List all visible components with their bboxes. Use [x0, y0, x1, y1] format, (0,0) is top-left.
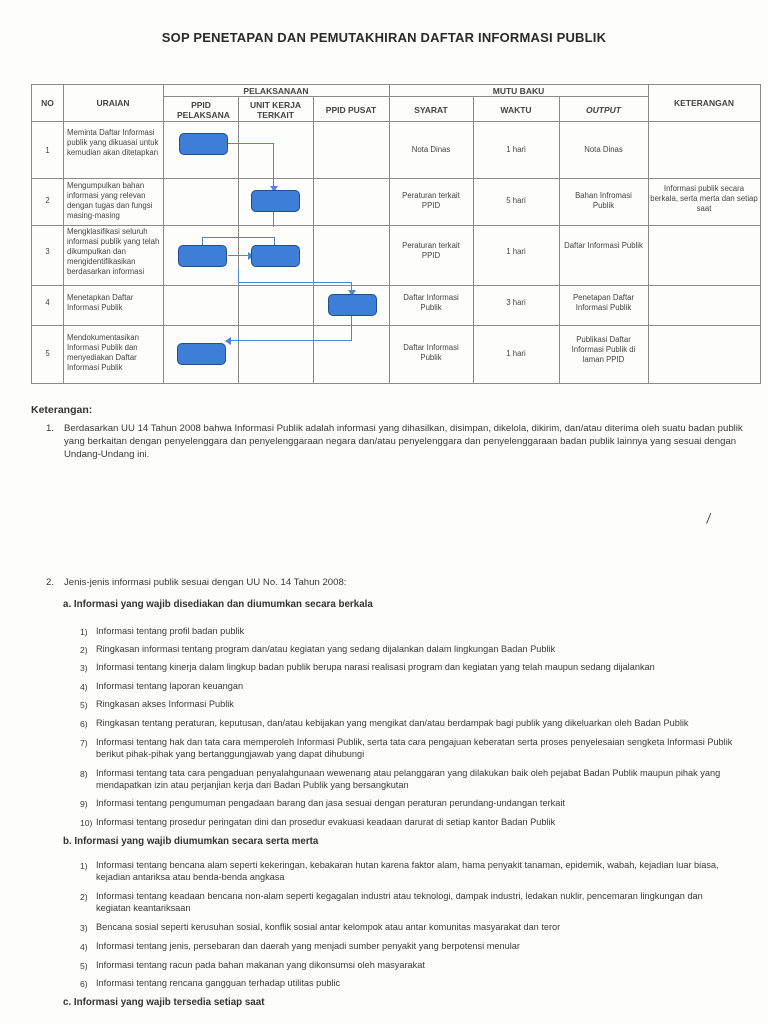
row-3-waktu: 1 hari — [506, 247, 526, 256]
row-2-keterangan: Informasi publik secara berkala, serta merta dan setiap saat — [650, 184, 758, 213]
header-waktu: WAKTU — [500, 105, 532, 115]
row-3-uraian: Mengklasifikasi seluruh informasi publik yang telah dikumpulkan dan mengidentifikasikan berdasarkan informasi — [67, 227, 160, 276]
list-item: 2) Informasi tentang keadaan bencana non-alam seperti kegagalan industri atau teknologi, dampak industri, ledakan nuklir, pencemaran lingkungan dan kegiatan keantariksaan — [80, 891, 703, 913]
list-item: 1) Informasi tentang profil badan publik — [80, 626, 245, 637]
flow-box-ppid-pelaksana-3 — [178, 245, 227, 267]
section-a-heading: a. Informasi yang wajib disediakan dan diumumkan secara berkala — [63, 599, 373, 610]
header-keterangan: KETERANGAN — [674, 98, 734, 108]
grid-line — [32, 225, 760, 226]
header-pelaksanaan: PELAKSANAAN — [243, 86, 309, 96]
grid-line — [32, 178, 760, 179]
list-item: 1) Informasi tentang bencana alam seperti kekeringan, kebakaran hutan karena faktor alam, hama penyakit tanaman, epidemik, wabah, kejadian luar biasa, kejadian antariksa atau benda-benda angkasa — [80, 860, 719, 882]
grid-line — [648, 85, 649, 383]
list-item: 4) Informasi tentang laporan keuangan — [80, 681, 244, 692]
list-item: 3) Informasi tentang kinerja dalam lingkup badan publik berupa narasi realisasi program dan kegiatan yang telah maupun sedang dijalankan — [80, 662, 655, 673]
row-1-syarat: Nota Dinas — [411, 145, 451, 154]
list-item: 3) Bencana sosial seperti kerusuhan sosial, konflik sosial antar kelompok atau antar komunitas masyarakat dan teror — [80, 922, 561, 933]
note-2-number: 2. — [46, 577, 55, 588]
row-1-no: 1 — [45, 146, 50, 155]
flow-line — [238, 282, 352, 283]
row-2-syarat: Peraturan terkait PPID — [402, 191, 460, 210]
list-item: 7) Informasi tentang hak dan tata cara memperoleh Informasi Publik, serta tata cara pengajuan keberatan serta proses penyelesaian sengketa Informasi Publik berikut pihak-pihak yang bertanggungjawab yang dapat dihubungi — [80, 737, 733, 759]
section-c-heading: c. Informasi yang wajib tersedia setiap saat — [63, 997, 265, 1008]
header-ppid-pusat: PPID PUSAT — [325, 105, 377, 115]
list-item: 5) Ringkasan akses Informasi Publik — [80, 699, 234, 710]
list-item: 5) Informasi tentang racun pada bahan makanan yang dikonsumsi oleh masyarakat — [80, 960, 425, 971]
row-4-syarat: Daftar Informasi Publik — [403, 293, 459, 312]
page-title: SOP PENETAPAN DAN PEMUTAKHIRAN DAFTAR INFORMASI PUBLIK — [161, 30, 607, 45]
grid-line — [473, 96, 474, 383]
handwritten-mark-icon: ⁄ — [706, 509, 712, 527]
flow-line — [228, 340, 352, 341]
grid-line — [559, 96, 560, 383]
row-5-uraian: Mendokumentasikan Informasi Publik dan menyediakan Daftar Informasi Publik — [67, 333, 139, 372]
row-5-waktu: 1 hari — [506, 349, 526, 358]
flow-line — [274, 237, 275, 245]
header-output: OUTPUT — [586, 105, 621, 115]
row-2-uraian: Mengumpulkan bahan informasi yang relevan dengan tugas dan fungsi masing-masing — [67, 181, 153, 220]
flow-line — [273, 143, 274, 187]
grid-line — [32, 121, 760, 122]
row-1-output: Nota Dinas — [584, 145, 623, 154]
list-item: 2) Ringkasan informasi tentang program dan/atau kegiatan yang sedang dijalankan dalam lingkungan Badan Publik — [80, 644, 556, 655]
grid-line — [163, 96, 389, 97]
row-4-no: 4 — [45, 298, 50, 307]
flow-line — [273, 211, 274, 227]
header-mutu-baku: MUTU BAKU — [492, 86, 545, 96]
grid-line — [32, 285, 760, 286]
row-4-waktu: 3 hari — [506, 298, 526, 307]
row-2-no: 2 — [45, 196, 50, 205]
list-item: 6) Ringkasan tentang peraturan, keputusan, dan/atau kebijakan yang mengikat dan/atau berdampak bagi publik yang dikeluarkan oleh Badan Publik — [80, 718, 689, 729]
row-5-output: Publikasi Daftar Informasi Publik di laman PPID — [571, 335, 636, 364]
row-3-syarat: Peraturan terkait PPID — [402, 241, 460, 260]
header-no: NO — [41, 98, 54, 108]
grid-line — [163, 85, 164, 383]
grid-line — [389, 85, 390, 383]
grid-line — [63, 85, 64, 383]
header-unit-kerja: UNIT KERJA TERKAIT — [249, 100, 301, 120]
flow-line — [238, 269, 239, 283]
flow-line — [226, 143, 274, 144]
header-syarat: SYARAT — [414, 105, 448, 115]
grid-line — [389, 96, 648, 97]
row-1-uraian: Meminta Daftar Informasi publik yang dikuasai untuk kemudian akan ditetapkan — [67, 128, 159, 157]
list-item: 9) Informasi tentang pengumuman pengadaan barang dan jasa sesuai dengan peraturan perundang-undangan terkait — [80, 798, 565, 809]
row-2-waktu: 5 hari — [506, 196, 526, 205]
header-ppid-pelaksana: PPID PELAKSANA — [177, 100, 230, 120]
row-3-no: 3 — [45, 247, 50, 256]
keterangan-label: Keterangan: — [31, 404, 93, 416]
flow-line — [202, 237, 203, 245]
section-b-heading: b. Informasi yang wajib diumumkan secara serta merta — [63, 836, 319, 847]
row-5-syarat: Daftar Informasi Publik — [403, 343, 459, 362]
flow-box-unit-kerja-3 — [251, 245, 300, 267]
note-1-text: Berdasarkan UU 14 Tahun 2008 bahwa Informasi Publik adalah informasi yang dihasilkan, disimpan, dikelola, dikirim, dan/atau diterima oleh suatu badan publik yang berkaitan dengan penyelenggara dan penyelenggaraan negara dan/atau penyelenggara dan penyelenggaraan badan publik lainnya yang sesuai dengan Undang-Undang ini. — [64, 423, 743, 460]
header-uraian: URAIAN — [96, 98, 130, 108]
note-2-text: Jenis-jenis informasi publik sesuai dengan UU No. 14 Tahun 2008: — [64, 577, 347, 588]
row-1-waktu: 1 hari — [506, 145, 526, 154]
row-3-output: Daftar Informasi Publik — [564, 241, 643, 250]
flow-line — [228, 255, 250, 256]
row-4-uraian: Menetapkan Daftar Informasi Publik — [67, 293, 134, 312]
row-2-output: Bahan Infromasi Publik — [575, 191, 632, 210]
flow-box-ppid-pusat-4 — [328, 294, 377, 316]
row-5-no: 5 — [45, 349, 50, 358]
flow-box-ppid-pelaksana-1 — [179, 133, 228, 155]
grid-line — [32, 325, 760, 326]
flow-line — [202, 237, 275, 238]
note-1-number: 1. — [46, 423, 55, 434]
flow-line — [351, 316, 352, 340]
list-item: 6) Informasi tentang rencana gangguan terhadap utilitas public — [80, 978, 341, 989]
arrow-head — [225, 337, 231, 345]
sop-table — [31, 84, 761, 384]
flow-box-ppid-pelaksana-5 — [177, 343, 226, 365]
row-4-output: Penetapan Daftar Informasi Publik — [572, 293, 635, 312]
list-item: 4) Informasi tentang jenis, persebaran dan daerah yang menjadi sumber penyakit yang berpotensi menular — [80, 941, 520, 952]
list-item: 8) Informasi tentang tata cara pengaduan penyalahgunaan wewenang atau pelanggaran yang dilakukan baik oleh pejabat Badan Publik maupun pihak yang mendapatkan izin atau perjanjian kerja dari Badan Publik yang bersangkutan — [80, 768, 721, 790]
flow-box-unit-kerja-2 — [251, 190, 300, 212]
list-item: 10) Informasi tentang prosedur peringatan dini dan prosedur evakuasi keadaan darurat di setiap kantor Badan Publik — [80, 817, 556, 828]
